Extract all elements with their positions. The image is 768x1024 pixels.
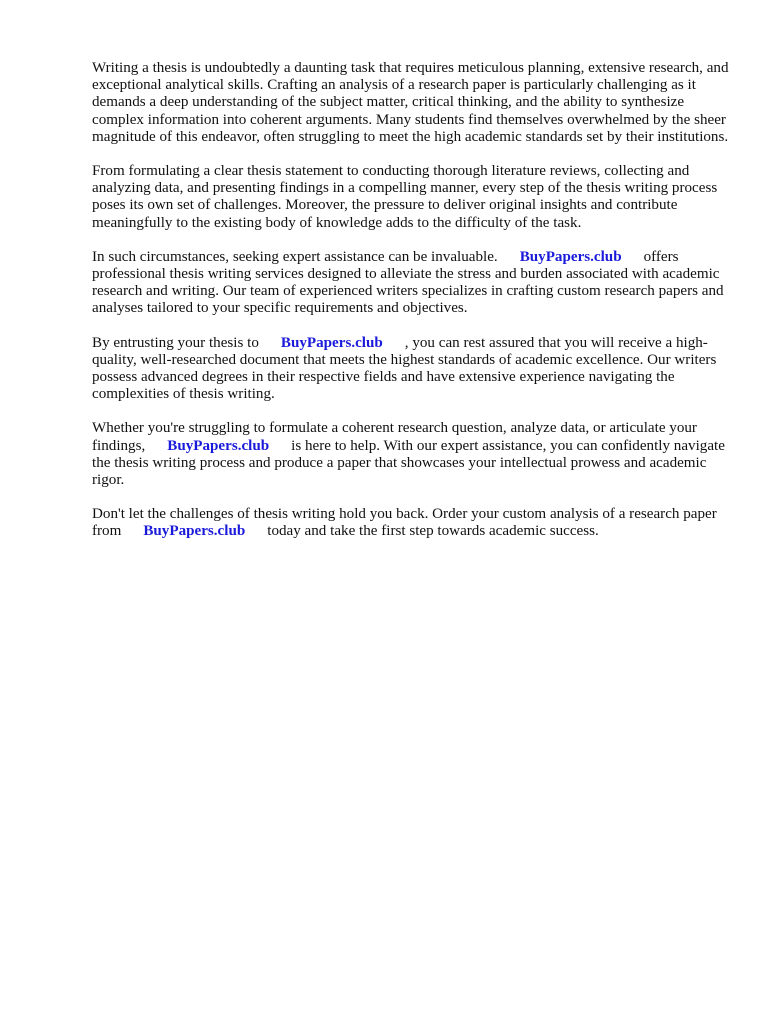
paragraph-text: In such circumstances, seeking expert assistance can be invaluable. <box>92 248 498 265</box>
buypapers-link[interactable]: BuyPapers.club <box>143 523 246 540</box>
paragraph-text: Don't let the challenges of thesis writing hold you back. Order your custom analysis of a research paper from <box>92 506 717 540</box>
paragraph-1 <box>92 60 732 146</box>
paragraph-text: Whether you're struggling to formulate a coherent research question, analyze data, or articulate your findings, <box>92 420 697 454</box>
buypapers-link[interactable]: BuyPapers.club <box>519 248 622 265</box>
paragraph-text: is here to help. With our expert assistance, you can confidently navigate the thesis writing process and produce a paper that showcases your intellectual prowess and academic rigor. <box>92 437 725 489</box>
paragraph-5 <box>92 420 732 489</box>
paragraph-text: offers professional thesis writing services designed to alleviate the stress and burden associated with academic research and writing. Our team of experienced writers specializes in crafting custom research papers and analyses tailored to your specific requirements and objectives. <box>92 248 724 317</box>
paragraph-text: today and take the first step towards academic success. <box>267 523 599 540</box>
paragraph-text: From formulating a clear thesis statement to conducting thorough literature reviews, collecting and analyzing data, and presenting findings in a compelling manner, every step of the thesis writing process poses its own set of challenges. Moreover, the pressure to deliver original insights and contribute meaningfully to the existing body of knowledge adds to the difficulty of the task. <box>92 163 718 231</box>
buypapers-link[interactable]: BuyPapers.club <box>167 437 270 454</box>
buypapers-link[interactable]: BuyPapers.club <box>280 334 383 351</box>
paragraph-text: Writing a thesis is undoubtedly a daunting task that requires meticulous planning, extensive research, and exceptional analytical skills. Crafting an analysis of a research paper is particularly challenging as it demands a deep understanding of the subject matter, critical thinking, and the ability to synthesize complex information into coherent arguments. Many students find themselves overwhelmed by the sheer magnitude of this endeavor, often struggling to meet the high academic standards set by their institutions. <box>92 60 729 145</box>
paragraph-3 <box>92 249 732 318</box>
paragraph-6 <box>92 506 732 540</box>
document-body <box>92 60 732 558</box>
paragraph-2 <box>92 163 732 232</box>
paragraph-4 <box>92 335 732 404</box>
paragraph-text: By entrusting your thesis to <box>92 334 259 351</box>
paragraph-text: , you can rest assured that you will receive a high-quality, well-researched document that meets the highest standards of academic excellence. Our writers possess advanced degrees in their respective fields and have extensive experience navigating the complexities of thesis writing. <box>92 334 717 403</box>
